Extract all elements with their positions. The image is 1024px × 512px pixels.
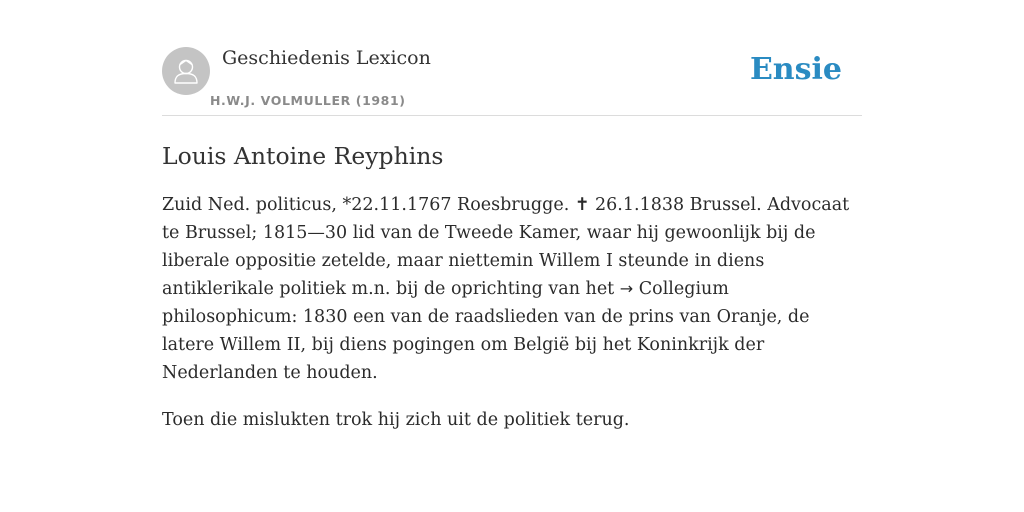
entry-paragraph (162, 191, 862, 387)
link-text: Collegium philosophicum (162, 279, 729, 327)
entry-paragraph: Toen die mislukten trok hij zich uit de politiek terug. (162, 410, 630, 430)
entry-body (162, 191, 862, 434)
paragraph-text: Zuid Ned. politicus, *22.11.1767 Roesbrugge. ✝ 26.1.1838 Brussel. Advocaat te Brussel; 1815—30 lid van de Tweede Kamer, waar hij gewoonlijk bij de liberale oppositie zetelde, maar niettemin Willem I steunde in diens antiklerikale politiek m.n. bij de oprichting van het (162, 195, 850, 299)
page (162, 0, 862, 434)
author-avatar[interactable] (162, 47, 210, 95)
arrow-right-icon: → (619, 279, 634, 298)
source-title-link[interactable]: Geschiedenis Lexicon (222, 47, 431, 69)
author-label: H.W.J. VOLMULLER (1981) (210, 93, 406, 108)
ensie-logo[interactable]: Ensie (749, 52, 842, 87)
paragraph-text: : 1830 een van de raadslieden van de prins van Oranje, de latere Willem II, bij diens pogingen om België bij het Koninkrijk der Nederlanden te houden. (162, 307, 810, 383)
source-header (162, 46, 862, 116)
user-icon (162, 47, 210, 95)
entry-title: Louis Antoine Reyphins (162, 142, 444, 170)
